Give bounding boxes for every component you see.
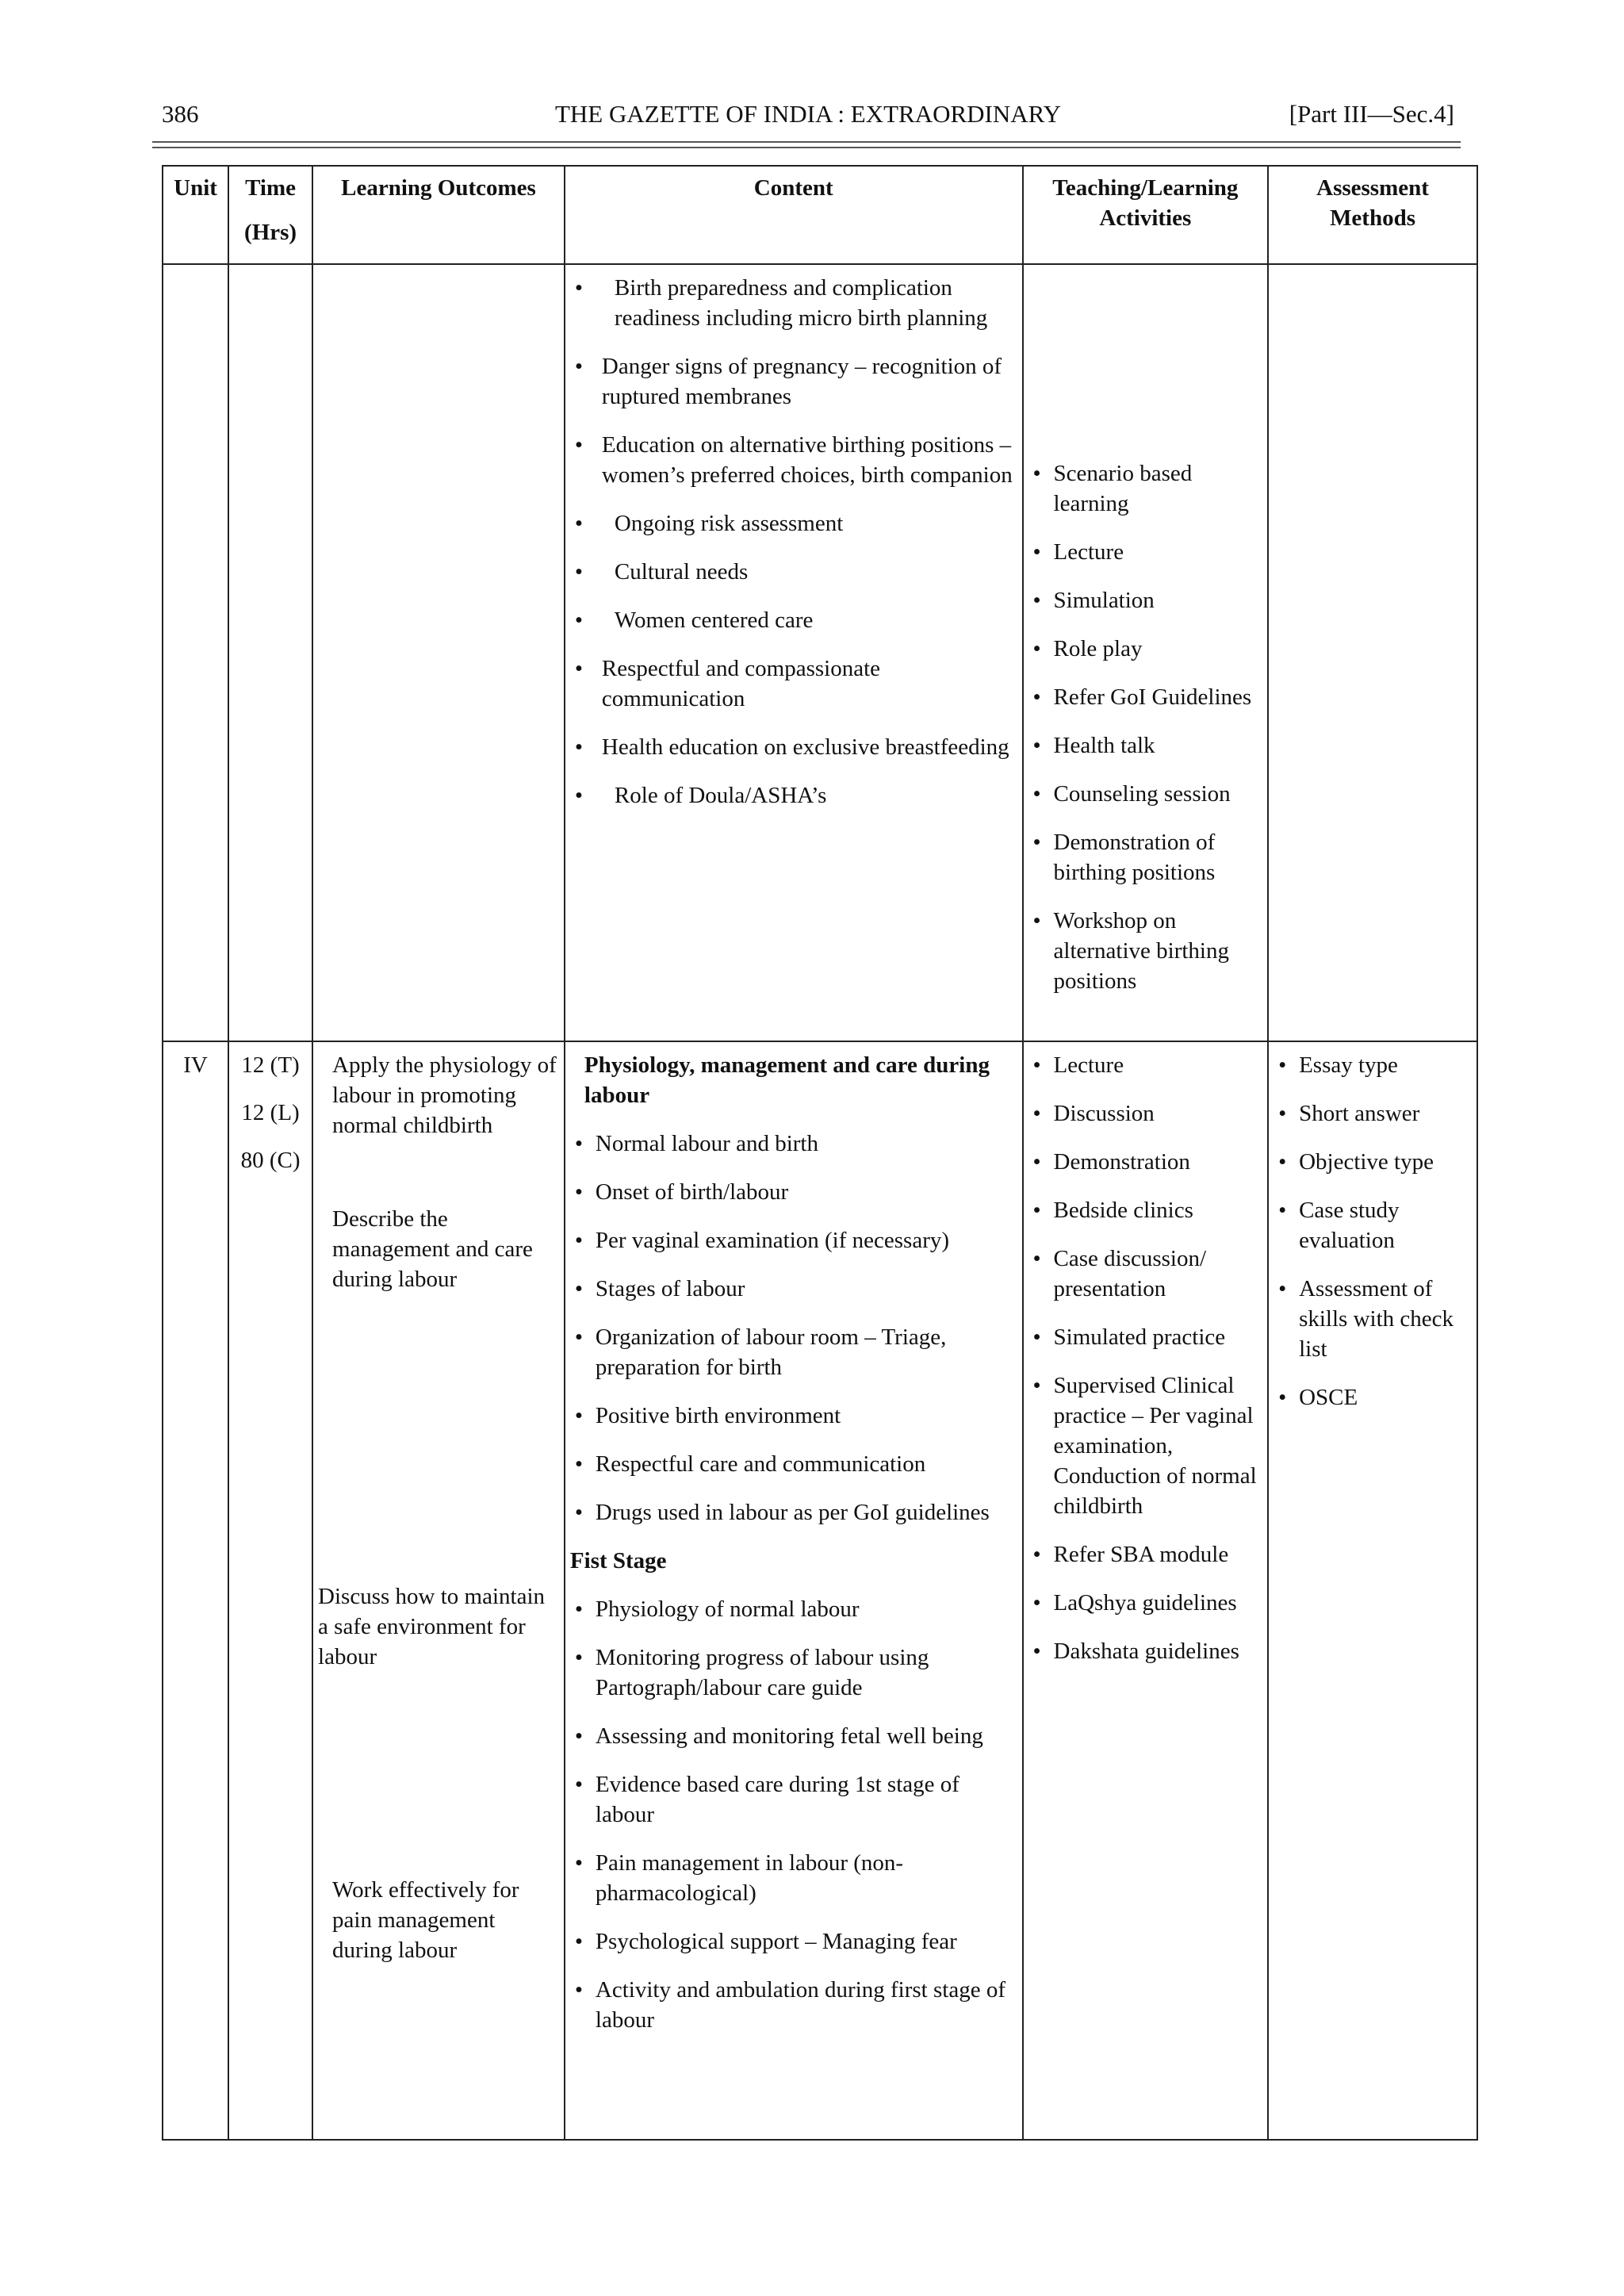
list-item: • Lecture (1028, 537, 1263, 567)
header-rule-bottom (152, 147, 1461, 148)
cell-assessment (1268, 264, 1477, 1041)
list-item: • Per vaginal examination (if necessary) (570, 1225, 1017, 1255)
list-item: • Women centered care (570, 605, 1017, 635)
cell-unit: IV (163, 1041, 228, 2140)
cell-time (228, 264, 312, 1041)
outcome-text: Describe the management and care during labour (332, 1206, 533, 1292)
time-lab: 12 (L) (241, 1100, 300, 1125)
list-item: • Assessing and monitoring fetal well being (570, 1721, 1017, 1751)
table-header-row (163, 166, 1477, 264)
list-item: • Case discussion/ presentation (1028, 1244, 1263, 1304)
list-item: • Activity and ambulation during first stage of labour (570, 1975, 1017, 2035)
list-item: • Essay type (1274, 1050, 1472, 1080)
list-item: • Counseling session (1028, 779, 1263, 809)
list-item: • Workshop on alternative birthing positions (1028, 906, 1263, 996)
page-number: 386 (162, 100, 199, 128)
list-item: • Demonstration (1028, 1147, 1263, 1177)
list-item: • Lecture (1028, 1050, 1263, 1080)
list-item: • Onset of birth/labour (570, 1177, 1017, 1207)
list-item: • Simulation (1028, 585, 1263, 615)
content-list (570, 1594, 1017, 2035)
list-item: • Pain management in labour (non-pharmacological) (570, 1848, 1017, 1908)
list-item: • Danger signs of pregnancy – recognition of ruptured membranes (570, 351, 1017, 412)
content-list (570, 273, 1017, 811)
list-item: • Monitoring progress of labour using Partograph/labour care guide (570, 1642, 1017, 1703)
cell-activities (1023, 264, 1269, 1041)
list-item: • Education on alternative birthing positions – women’s preferred choices, birth companion (570, 430, 1017, 490)
list-item: • Bedside clinics (1028, 1195, 1263, 1225)
list-item: • Demonstration of birthing positions (1028, 827, 1263, 887)
list-item: • Simulated practice (1028, 1322, 1263, 1352)
part-section: [Part III—Sec.4] (1289, 100, 1454, 128)
col-header-time-unit: (Hrs) (244, 220, 297, 245)
list-item: • Health talk (1028, 730, 1263, 761)
col-header-learning-outcomes: Learning Outcomes (312, 166, 565, 264)
list-item: • Refer SBA module (1028, 1539, 1263, 1570)
col-header-unit: Unit (163, 166, 228, 264)
cell-unit (163, 264, 228, 1041)
list-item: • Scenario based learning (1028, 458, 1263, 519)
list-item: • Discussion (1028, 1098, 1263, 1129)
cell-activities (1023, 1041, 1269, 2140)
outcome-text: Work effectively for pain management during labour (332, 1877, 519, 1963)
activities-list (1028, 458, 1263, 996)
page-header (162, 94, 1454, 133)
list-item: • Objective type (1274, 1147, 1472, 1177)
time-theory: 12 (T) (241, 1052, 300, 1078)
list-item: • Organization of labour room – Triage, preparation for birth (570, 1322, 1017, 1382)
col-header-teaching-learning: Teaching/Learning Activities (1023, 166, 1269, 264)
table-row (163, 264, 1477, 1041)
list-item: • Ongoing risk assessment (570, 508, 1017, 539)
col-header-time-label: Time (245, 175, 297, 201)
syllabus-table (162, 165, 1478, 2141)
content-heading: Physiology, management and care during labour (584, 1052, 990, 1108)
list-item: • Psychological support – Managing fear (570, 1926, 1017, 1957)
list-item: • Evidence based care during 1st stage of labour (570, 1769, 1017, 1830)
content-list (570, 1129, 1017, 1527)
cell-content (565, 264, 1023, 1041)
list-item: • Drugs used in labour as per GoI guidelines (570, 1497, 1017, 1527)
cell-outcomes (312, 1041, 565, 2140)
gazette-title: THE GAZETTE OF INDIA : EXTRAORDINARY (554, 100, 1062, 128)
list-item: • Birth preparedness and complication readiness including micro birth planning (570, 273, 1017, 333)
table-row (163, 1041, 1477, 2140)
list-item: • Supervised Clinical practice – Per vaginal examination, Conduction of normal childbirth (1028, 1370, 1263, 1521)
list-item: • Physiology of normal labour (570, 1594, 1017, 1624)
cell-outcomes (312, 264, 565, 1041)
list-item: • Refer GoI Guidelines (1028, 682, 1263, 712)
list-item: • Assessment of skills with check list (1274, 1274, 1472, 1364)
list-item: • Positive birth environment (570, 1401, 1017, 1431)
cell-time (228, 1041, 312, 2140)
time-clinical: 80 (C) (240, 1148, 301, 1173)
list-item: • Role of Doula/ASHA’s (570, 780, 1017, 811)
list-item: • Respectful care and communication (570, 1449, 1017, 1479)
list-item: • Short answer (1274, 1098, 1472, 1129)
assessment-list (1274, 1050, 1472, 1412)
cell-content (565, 1041, 1023, 2140)
list-item: • Case study evaluation (1274, 1195, 1472, 1255)
header-rule-top (152, 141, 1461, 143)
stage-heading: Fist Stage (569, 1548, 667, 1573)
list-item: • Role play (1028, 634, 1263, 664)
list-item: • Respectful and compassionate communication (570, 654, 1017, 714)
list-item: • Stages of labour (570, 1274, 1017, 1304)
list-item: • Dakshata guidelines (1028, 1636, 1263, 1666)
outcome-text: Discuss how to maintain a safe environment for labour (318, 1584, 545, 1669)
list-item: • OSCE (1274, 1382, 1472, 1412)
list-item: • LaQshya guidelines (1028, 1588, 1263, 1618)
list-item: • Cultural needs (570, 557, 1017, 587)
outcome-text: Apply the physiology of labour in promoting normal childbirth (332, 1052, 557, 1138)
col-header-content: Content (565, 166, 1023, 264)
activities-list (1028, 1050, 1263, 1666)
list-item: • Health education on exclusive breastfeeding (570, 732, 1017, 762)
list-item: • Normal labour and birth (570, 1129, 1017, 1159)
col-header-time (228, 166, 312, 264)
cell-assessment (1268, 1041, 1477, 2140)
col-header-assessment: Assessment Methods (1268, 166, 1477, 264)
